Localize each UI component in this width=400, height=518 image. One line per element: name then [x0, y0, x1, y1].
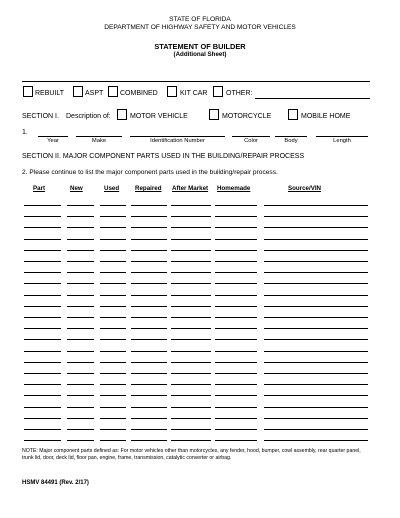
part-entry-line[interactable] [24, 328, 61, 329]
homemade-entry-line[interactable] [215, 317, 257, 318]
used-entry-line[interactable] [100, 227, 126, 228]
col-after-market: After Market [172, 185, 209, 192]
source-vin-entry-line[interactable] [264, 306, 368, 307]
id-number-label: Identification Number [150, 138, 205, 144]
source-vin-entry-line[interactable] [264, 205, 368, 206]
source-vin-entry-line[interactable] [264, 227, 368, 228]
new-entry-line[interactable] [67, 295, 94, 296]
repaired-entry-line[interactable] [131, 295, 167, 296]
form-number: HSMV 84491 (Rev. 2/17) [22, 480, 89, 486]
combined-label: COMBINED [120, 90, 158, 97]
source-vin-entry-line[interactable] [264, 283, 368, 284]
used-entry-line[interactable] [100, 239, 126, 240]
used-entry-line[interactable] [100, 261, 126, 262]
homemade-entry-line[interactable] [215, 373, 257, 374]
used-entry-line[interactable] [100, 373, 126, 374]
part-entry-line[interactable] [24, 407, 61, 408]
used-entry-line[interactable] [100, 272, 126, 273]
repaired-entry-line[interactable] [131, 429, 167, 430]
make-label: Make [91, 138, 107, 144]
source-vin-entry-line[interactable] [264, 418, 368, 419]
form-subtitle: (Additional Sheet) [173, 51, 227, 58]
used-entry-line[interactable] [100, 317, 126, 318]
repaired-entry-line[interactable] [131, 328, 167, 329]
used-entry-line[interactable] [100, 362, 126, 363]
col-part: Part [33, 185, 46, 192]
repaired-entry-line[interactable] [131, 395, 167, 396]
new-entry-line[interactable] [67, 418, 94, 419]
repaired-entry-line[interactable] [131, 283, 167, 284]
new-entry-line[interactable] [67, 216, 94, 217]
homemade-entry-line[interactable] [215, 440, 257, 441]
part-entry-line[interactable] [24, 384, 61, 385]
after-market-entry-line[interactable] [171, 317, 211, 318]
repaired-entry-line[interactable] [131, 351, 167, 352]
used-entry-line[interactable] [100, 351, 126, 352]
repaired-entry-line[interactable] [131, 216, 167, 217]
new-entry-line[interactable] [67, 351, 94, 352]
new-entry-line[interactable] [67, 306, 94, 307]
motorcycle-label: MOTORCYCLE [222, 113, 272, 120]
homemade-entry-line[interactable] [215, 351, 257, 352]
part-entry-line[interactable] [24, 395, 61, 396]
after-market-entry-line[interactable] [171, 339, 211, 340]
used-entry-line[interactable] [100, 250, 126, 251]
after-market-entry-line[interactable] [171, 272, 211, 273]
col-used: Used [104, 185, 120, 192]
source-vin-entry-line[interactable] [264, 440, 368, 441]
source-vin-entry-line[interactable] [264, 351, 368, 352]
after-market-entry-line[interactable] [171, 239, 211, 240]
source-vin-entry-line[interactable] [264, 429, 368, 430]
section2-title: SECTION II. MAJOR COMPONENT PARTS USED IN THE BUILDING/REPAIR PROCESS [22, 153, 305, 160]
part-entry-line[interactable] [24, 227, 61, 228]
used-entry-line[interactable] [100, 205, 126, 206]
repaired-entry-line[interactable] [131, 306, 167, 307]
col-repaired: Repaired [135, 185, 162, 192]
used-entry-line[interactable] [100, 295, 126, 296]
source-vin-entry-line[interactable] [264, 317, 368, 318]
after-market-entry-line[interactable] [171, 306, 211, 307]
kit-car-checkbox[interactable] [167, 86, 177, 97]
new-entry-line[interactable] [67, 261, 94, 262]
homemade-entry-line[interactable] [215, 407, 257, 408]
body-field[interactable] [275, 136, 307, 137]
homemade-entry-line[interactable] [215, 283, 257, 284]
source-vin-entry-line[interactable] [264, 339, 368, 340]
new-entry-line[interactable] [67, 317, 94, 318]
after-market-entry-line[interactable] [171, 283, 211, 284]
used-entry-line[interactable] [100, 418, 126, 419]
homemade-entry-line[interactable] [215, 272, 257, 273]
part-entry-line[interactable] [24, 306, 61, 307]
section2-instruction: 2. Please continue to list the major component parts used in the building/repair process. [22, 169, 278, 176]
homemade-entry-line[interactable] [215, 216, 257, 217]
after-market-entry-line[interactable] [171, 328, 211, 329]
repaired-entry-line[interactable] [131, 250, 167, 251]
col-new: New [70, 185, 83, 192]
part-entry-line[interactable] [24, 205, 61, 206]
repaired-entry-line[interactable] [131, 440, 167, 441]
source-vin-entry-line[interactable] [264, 395, 368, 396]
source-vin-entry-line[interactable] [264, 239, 368, 240]
new-entry-line[interactable] [67, 407, 94, 408]
homemade-entry-line[interactable] [215, 418, 257, 419]
used-entry-line[interactable] [100, 339, 126, 340]
source-vin-entry-line[interactable] [264, 261, 368, 262]
source-vin-entry-line[interactable] [264, 373, 368, 374]
mobile-home-label: MOBILE HOME [301, 113, 351, 120]
used-entry-line[interactable] [100, 283, 126, 284]
repaired-entry-line[interactable] [131, 205, 167, 206]
new-entry-line[interactable] [67, 205, 94, 206]
state-name: STATE OF FLORIDA [169, 16, 231, 23]
homemade-entry-line[interactable] [215, 429, 257, 430]
form-title: STATEMENT OF BUILDER [154, 42, 246, 51]
part-entry-line[interactable] [24, 362, 61, 363]
source-vin-entry-line[interactable] [264, 407, 368, 408]
kit-car-label: KIT CAR [180, 90, 208, 97]
part-entry-line[interactable] [24, 216, 61, 217]
after-market-entry-line[interactable] [171, 384, 211, 385]
year-field[interactable] [38, 136, 68, 137]
part-entry-line[interactable] [24, 250, 61, 251]
part-entry-line[interactable] [24, 317, 61, 318]
aspt-checkbox[interactable] [73, 86, 83, 97]
after-market-entry-line[interactable] [171, 440, 211, 441]
new-entry-line[interactable] [67, 384, 94, 385]
length-label: Length [333, 138, 351, 144]
department-name: DEPARTMENT OF HIGHWAY SAFETY AND MOTOR VEHICLES [104, 24, 296, 31]
part-entry-line[interactable] [24, 283, 61, 284]
top-rule [22, 81, 370, 82]
new-entry-line[interactable] [67, 395, 94, 396]
used-entry-line[interactable] [100, 306, 126, 307]
after-market-entry-line[interactable] [171, 407, 211, 408]
make-field[interactable] [76, 136, 122, 137]
source-vin-entry-line[interactable] [264, 362, 368, 363]
repaired-entry-line[interactable] [131, 373, 167, 374]
note-text: NOTE: Major component parts defined as: For motor vehicles other than motorcycles, any fender, hood, bumper, cowl assembly, rear quarter panel, trunk lid, door, deck lid, floor pan, engine, frame, transmission, catalytic converter or airbag. [22, 448, 361, 461]
section1-desc-label: Description of: [66, 113, 111, 120]
part-entry-line[interactable] [24, 239, 61, 240]
id-number-field[interactable] [130, 136, 225, 137]
new-entry-line[interactable] [67, 373, 94, 374]
new-entry-line[interactable] [67, 328, 94, 329]
new-entry-line[interactable] [67, 272, 94, 273]
repaired-entry-line[interactable] [131, 239, 167, 240]
color-field[interactable] [232, 136, 270, 137]
used-entry-line[interactable] [100, 407, 126, 408]
motor-vehicle-checkbox[interactable] [117, 109, 127, 120]
after-market-entry-line[interactable] [171, 295, 211, 296]
homemade-entry-line[interactable] [215, 328, 257, 329]
homemade-entry-line[interactable] [215, 362, 257, 363]
after-market-entry-line[interactable] [171, 205, 211, 206]
part-entry-line[interactable] [24, 418, 61, 419]
source-vin-entry-line[interactable] [264, 384, 368, 385]
col-homemade: Homemade [217, 185, 251, 192]
repaired-entry-line[interactable] [131, 362, 167, 363]
homemade-entry-line[interactable] [215, 261, 257, 262]
after-market-entry-line[interactable] [171, 250, 211, 251]
length-field[interactable] [316, 136, 368, 137]
homemade-entry-line[interactable] [215, 205, 257, 206]
homemade-entry-line[interactable] [215, 339, 257, 340]
mobile-home-checkbox[interactable] [288, 109, 298, 120]
used-entry-line[interactable] [100, 216, 126, 217]
used-entry-line[interactable] [100, 429, 126, 430]
homemade-entry-line[interactable] [215, 250, 257, 251]
source-vin-entry-line[interactable] [264, 272, 368, 273]
used-entry-line[interactable] [100, 384, 126, 385]
after-market-entry-line[interactable] [171, 418, 211, 419]
new-entry-line[interactable] [67, 440, 94, 441]
item-number-1: 1. [22, 129, 28, 136]
part-entry-line[interactable] [24, 272, 61, 273]
after-market-entry-line[interactable] [171, 373, 211, 374]
rebuilt-checkbox[interactable] [23, 86, 33, 97]
part-entry-line[interactable] [24, 373, 61, 374]
after-market-entry-line[interactable] [171, 362, 211, 363]
source-vin-entry-line[interactable] [264, 328, 368, 329]
body-label: Body [284, 138, 298, 144]
part-entry-line[interactable] [24, 440, 61, 441]
repaired-entry-line[interactable] [131, 418, 167, 419]
part-entry-line[interactable] [24, 295, 61, 296]
section1-title: SECTION I. [22, 113, 59, 120]
repaired-entry-line[interactable] [131, 384, 167, 385]
rebuilt-label: REBUILT [35, 90, 65, 97]
combined-checkbox[interactable] [108, 86, 118, 97]
motorcycle-checkbox[interactable] [209, 109, 219, 120]
after-market-entry-line[interactable] [171, 429, 211, 430]
after-market-entry-line[interactable] [171, 216, 211, 217]
after-market-entry-line[interactable] [171, 261, 211, 262]
source-vin-entry-line[interactable] [264, 250, 368, 251]
repaired-entry-line[interactable] [131, 272, 167, 273]
after-market-entry-line[interactable] [171, 351, 211, 352]
new-entry-line[interactable] [67, 362, 94, 363]
part-entry-line[interactable] [24, 261, 61, 262]
homemade-entry-line[interactable] [215, 295, 257, 296]
repaired-entry-line[interactable] [131, 227, 167, 228]
homemade-entry-line[interactable] [215, 227, 257, 228]
source-vin-entry-line[interactable] [264, 295, 368, 296]
repaired-entry-line[interactable] [131, 407, 167, 408]
color-label: Color [244, 138, 258, 144]
col-source-vin: Source/VIN [288, 185, 322, 192]
motor-vehicle-label: MOTOR VEHICLE [130, 113, 188, 120]
part-entry-line[interactable] [24, 429, 61, 430]
new-entry-line[interactable] [67, 250, 94, 251]
new-entry-line[interactable] [67, 339, 94, 340]
new-entry-line[interactable] [67, 227, 94, 228]
used-entry-line[interactable] [100, 328, 126, 329]
after-market-entry-line[interactable] [171, 227, 211, 228]
homemade-entry-line[interactable] [215, 384, 257, 385]
other-checkbox[interactable] [213, 86, 223, 97]
part-entry-line[interactable] [24, 351, 61, 352]
used-entry-line[interactable] [100, 395, 126, 396]
used-entry-line[interactable] [100, 440, 126, 441]
part-entry-line[interactable] [24, 339, 61, 340]
after-market-entry-line[interactable] [171, 395, 211, 396]
homemade-entry-line[interactable] [215, 239, 257, 240]
homemade-entry-line[interactable] [215, 306, 257, 307]
other-input-line[interactable] [255, 98, 370, 99]
new-entry-line[interactable] [67, 283, 94, 284]
repaired-entry-line[interactable] [131, 339, 167, 340]
homemade-entry-line[interactable] [215, 395, 257, 396]
year-label: Year [47, 138, 59, 144]
repaired-entry-line[interactable] [131, 261, 167, 262]
new-entry-line[interactable] [67, 239, 94, 240]
new-entry-line[interactable] [67, 429, 94, 430]
source-vin-entry-line[interactable] [264, 216, 368, 217]
other-label: OTHER: [226, 90, 253, 97]
repaired-entry-line[interactable] [131, 317, 167, 318]
aspt-label: ASPT [85, 90, 104, 97]
